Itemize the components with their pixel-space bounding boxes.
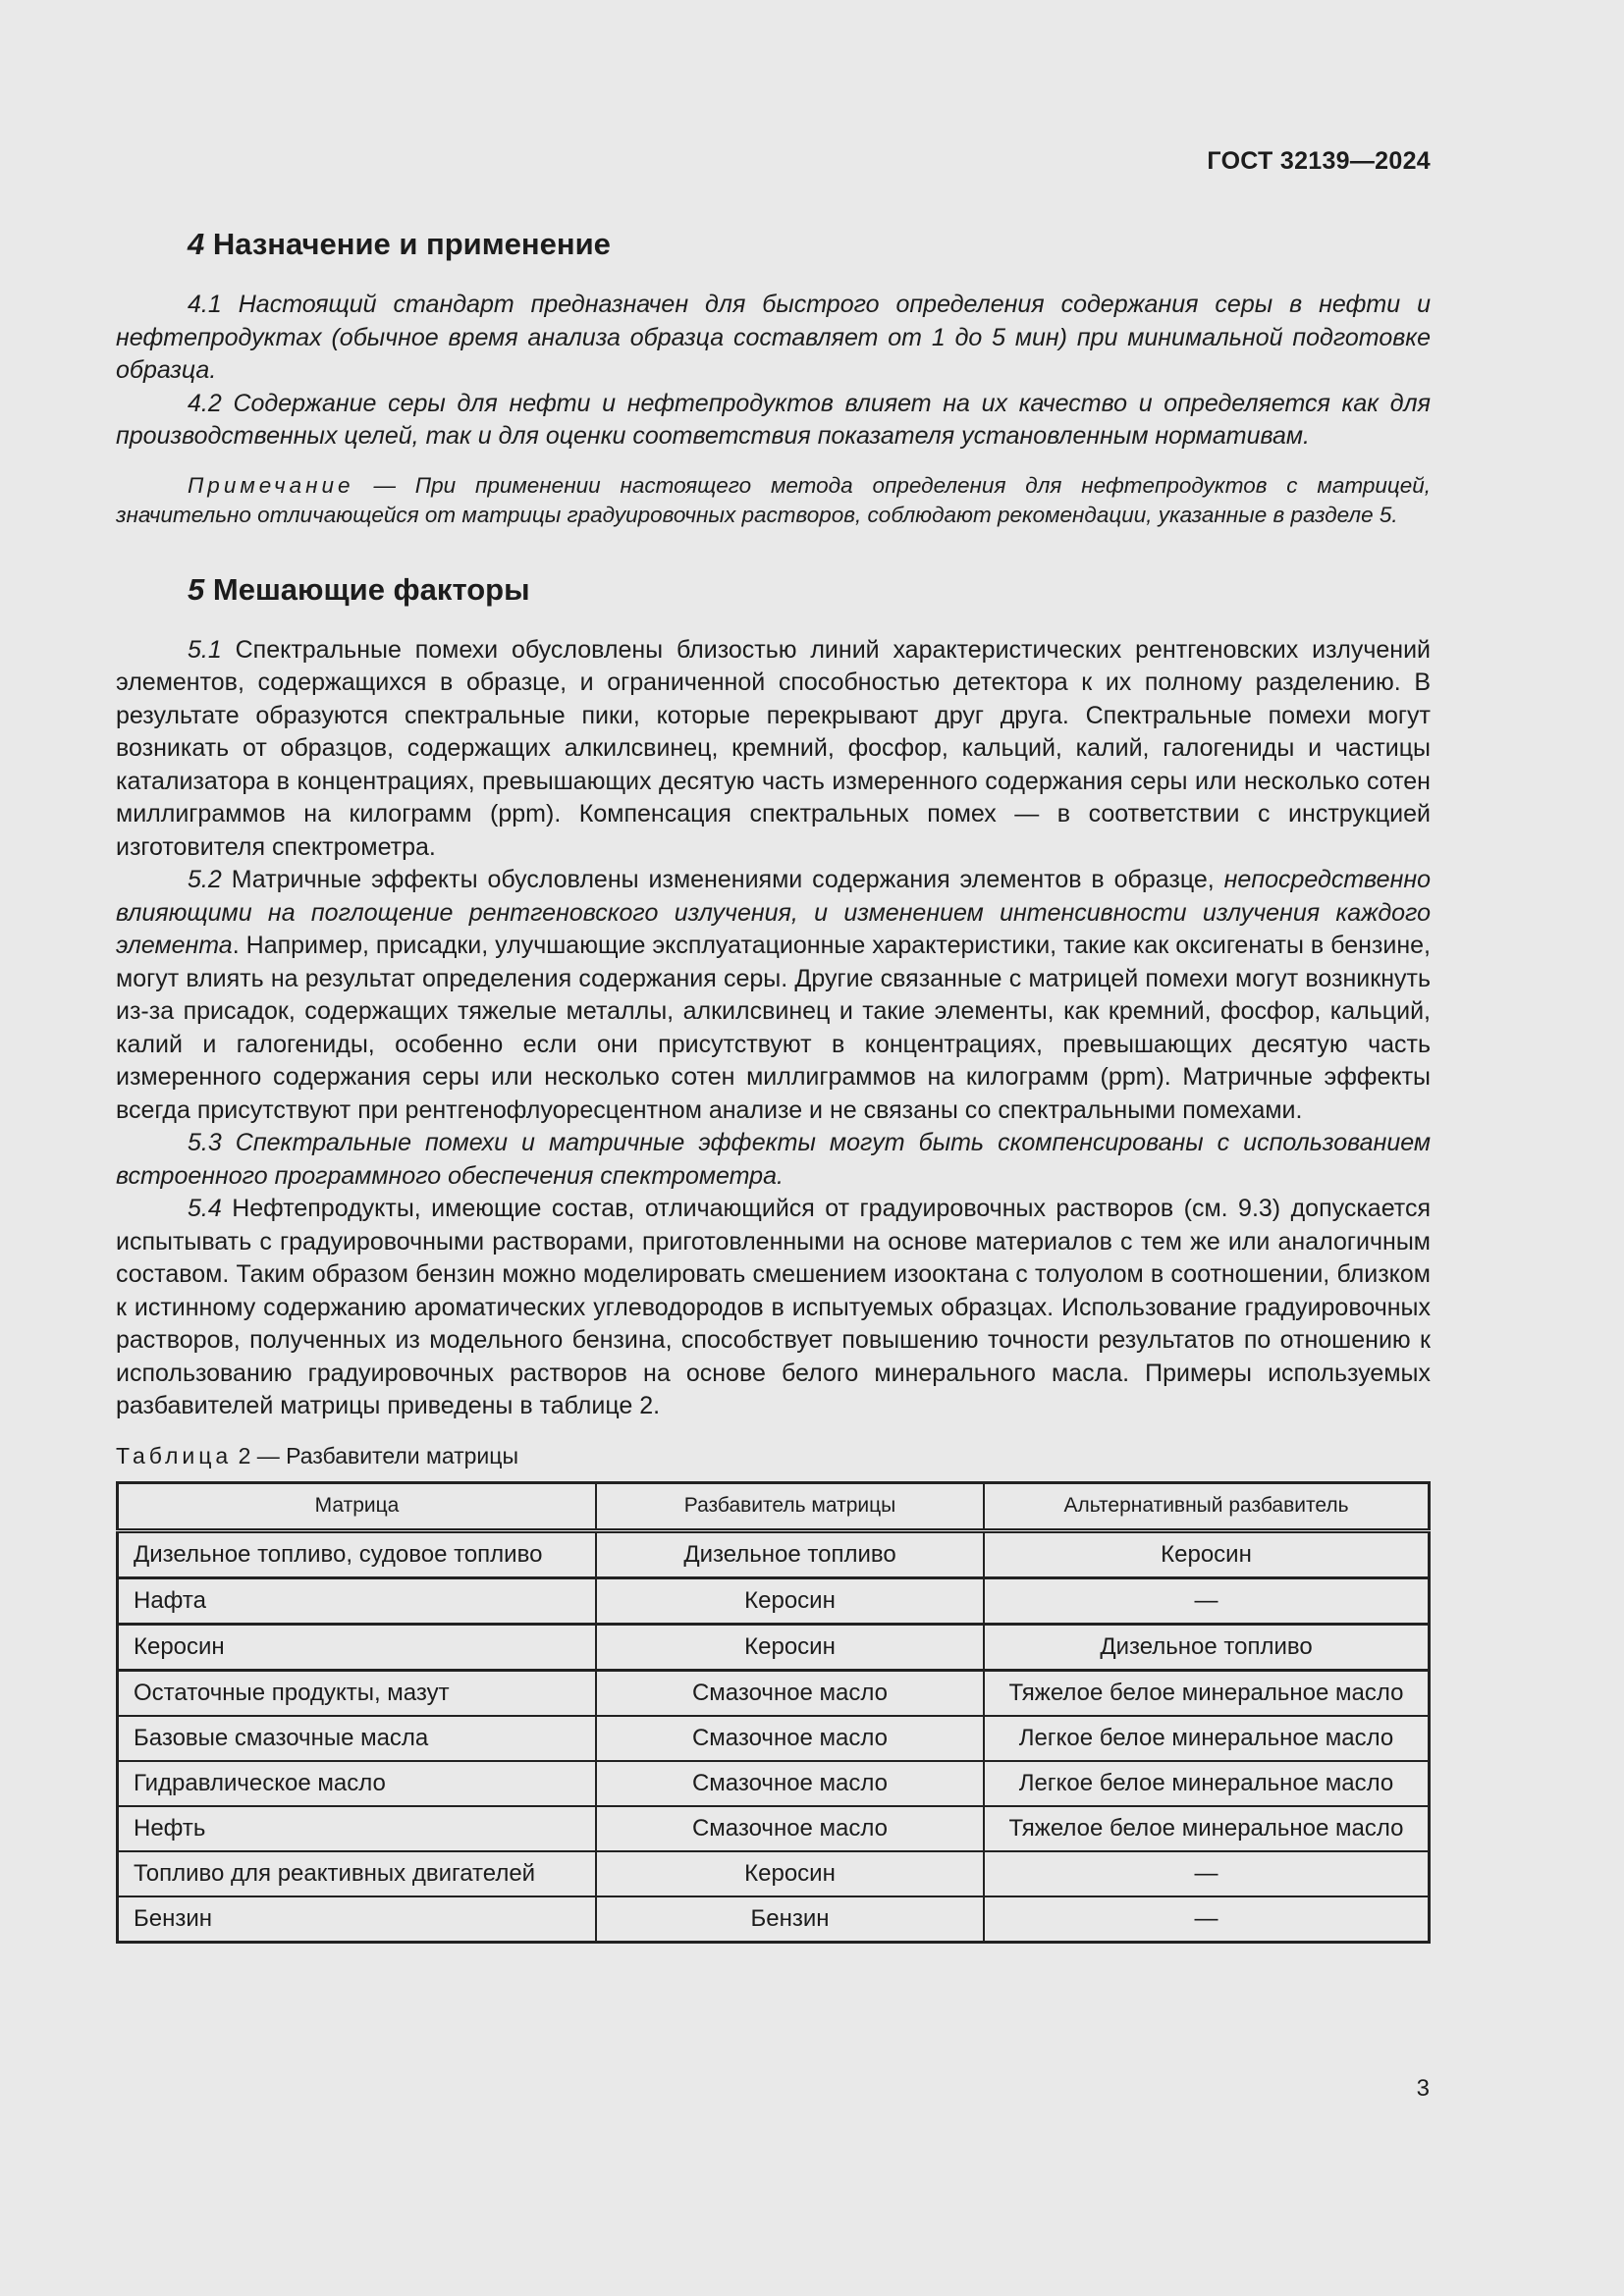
clause-text: Матричные эффекты обусловлены изменениями содержания элементов в образце, [231,866,1215,893]
cell-diluent: Керосин [596,1577,984,1624]
table-row [118,1896,1430,1943]
page-content [116,222,1431,1944]
clause-text: Нефтепродукты, имеющие состав, отличающийся от градуировочных растворов (см. 9.3) допускается испытывать с градуировочными растворами, приготовленными на основе материалов с тем же или аналогичным составом. Таким образом бензин можно моделировать смешением изооктана с толуолом в соотношении, близком к истинному содержанию ароматических углеводородов в испытуемых образцах. Использование градуировочных растворов, полученных из модельного бензина, способствует повышению точности результатов по отношению к использованию градуировочных растворов на основе белого минерального масла. Примеры используемых разбавителей матрицы приведены в таблице 2. [116,1195,1431,1419]
section-title: Мешающие факторы [212,571,530,607]
clause-number: 5.1 [188,635,222,664]
cell-alternative: Тяжелое белое минеральное масло [984,1670,1430,1716]
paragraph-4-2 [116,388,1431,454]
cell-matrix: Остаточные продукты, мазут [118,1670,597,1716]
table-row [118,1577,1430,1624]
table-row [118,1761,1430,1806]
table-caption-label: Таблица [116,1442,233,1468]
cell-matrix: Бензин [118,1896,597,1943]
cell-alternative: — [984,1896,1430,1943]
cell-matrix: Базовые смазочные масла [118,1716,597,1761]
table-row [118,1716,1430,1761]
clause-text: Содержание серы для нефти и нефтепродуктов влияет на их качество и определяется как для производственных целей, так и для оценки соответствия показателя установленным нормативам. [116,389,1431,450]
cell-diluent: Смазочное масло [596,1716,984,1761]
table-row [118,1806,1430,1851]
cell-alternative: Тяжелое белое минеральное масло [984,1806,1430,1851]
section-title: Назначение и применение [212,227,611,261]
cell-alternative: Легкое белое минеральное масло [984,1716,1430,1761]
matrix-diluents-table [116,1481,1431,1944]
cell-matrix: Дизельное топливо, судовое топливо [118,1530,597,1577]
clause-text: Спектральные помехи и матричные эффекты могут быть скомпенсированы с использованием встроенного программного обеспечения спектрометра. [116,1129,1431,1190]
cell-diluent: Керосин [596,1851,984,1896]
paragraph-5-1 [116,634,1431,865]
cell-matrix: Нефть [118,1806,597,1851]
cell-diluent: Бензин [596,1896,984,1943]
cell-alternative: Дизельное топливо [984,1624,1430,1670]
clause-text-continued: . Например, присадки, улучшающие эксплуатационные характеристики, такие как оксигенаты в бензине, могут влиять на результат определения содержания серы. Другие связанные с матрицей помехи могут возникнуть из-за присадок, содержащих тяжелые металлы, алкилсвинец и такие элементы, как кремний, фосфор, кальций, калий и галогениды, особенно если они присутствуют в концентрациях, превышающих десятую часть измеренного содержания серы или несколько сотен миллиграммов на килограмм (ppm). Матричные эффекты всегда присутствуют при рентгенофлуоресцентном анализе и не связаны со спектральными помехами. [116,932,1431,1124]
cell-alternative: Керосин [984,1530,1430,1577]
cell-matrix: Гидравлическое масло [118,1761,597,1806]
note-label: Примечание [188,472,354,498]
cell-alternative: — [984,1851,1430,1896]
table-row [118,1530,1430,1577]
cell-matrix: Нафта [118,1577,597,1624]
table-row [118,1624,1430,1670]
note [116,471,1431,530]
clause-number: 5.3 [188,1129,222,1156]
note-text: — При применении настоящего метода определения для нефтепродуктов с матрицей, значительно отличающейся от матрицы градуировочных растворов, соблюдают рекомендации, указанные в разделе 5. [116,472,1431,527]
table-header-row [118,1482,1430,1530]
paragraph-5-2 [116,864,1431,1127]
section-5-heading [116,567,1431,613]
cell-diluent: Керосин [596,1624,984,1670]
column-header-diluent: Разбавитель матрицы [596,1482,984,1530]
cell-alternative: Легкое белое минеральное масло [984,1761,1430,1806]
table-row [118,1851,1430,1896]
cell-diluent: Смазочное масло [596,1806,984,1851]
paragraph-5-4 [116,1193,1431,1423]
cell-matrix: Керосин [118,1624,597,1670]
column-header-alternative: Альтернативный разбавитель [984,1482,1430,1530]
section-number: 5 [188,571,205,607]
cell-diluent: Смазочное масло [596,1761,984,1806]
table-row [118,1670,1430,1716]
cell-matrix: Топливо для реактивных двигателей [118,1851,597,1896]
cell-alternative: — [984,1577,1430,1624]
section-4-heading [116,222,1431,267]
page-number: 3 [1416,2075,1430,2102]
clause-number: 4.2 [188,389,222,417]
clause-text-italic: непосредственно влияющими на поглощение рентгеновского излучения, и изменением интенсивности излучения каждого элемента [116,866,1431,959]
paragraph-4-1 [116,289,1431,388]
clause-number: 4.1 [188,291,222,318]
table-caption-text: 2 — Разбавители матрицы [238,1442,518,1468]
column-header-matrix: Матрица [118,1482,597,1530]
clause-number: 5.2 [188,866,222,893]
section-number: 4 [188,227,205,261]
standard-number-header: ГОСТ 32139—2024 [1207,147,1431,175]
clause-text: Настоящий стандарт предназначен для быстрого определения содержания серы в нефти и нефтепродуктах (обычное время анализа образца составляет от 1 до 5 мин) при минимальной подготовке образца. [116,291,1431,384]
cell-diluent: Смазочное масло [596,1670,984,1716]
table-caption [116,1443,1431,1469]
cell-diluent: Дизельное топливо [596,1530,984,1577]
clause-number: 5.4 [188,1195,222,1222]
paragraph-5-3 [116,1127,1431,1193]
clause-text: Спектральные помехи обусловлены близостью линий характеристических рентгеновских излучений элементов, содержащихся в образце, и ограниченной способностью детектора к их полному разделению. В результате образуются спектральные пики, которые перекрывают друг друга. Спектральные помехи могут возникать от образцов, содержащих алкилсвинец, кремний, фосфор, кальций, калий, галогениды и частицы катализатора в концентрациях, превышающих десятую часть измеренного содержания серы или несколько сотен миллиграммов на килограмм (ppm). Компенсация спектральных помех — в соответствии с инструкцией изготовителя спектрометра. [116,635,1432,861]
